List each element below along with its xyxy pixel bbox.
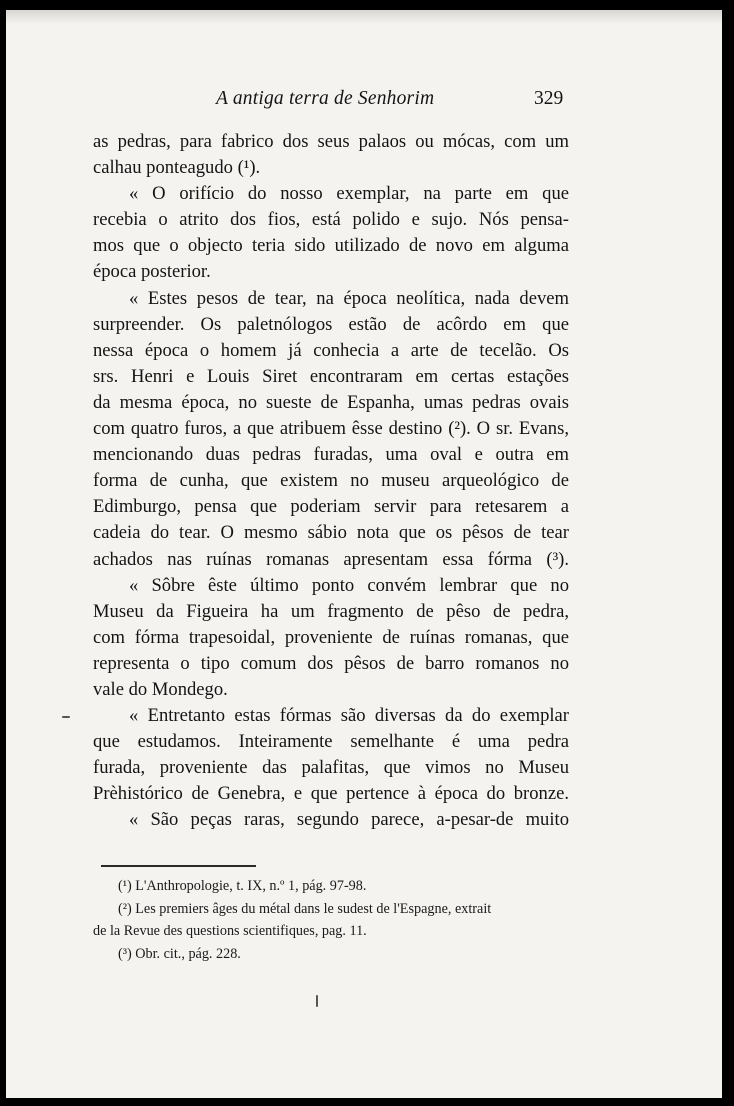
footnote-2-continued: de la Revue des questions scientifiques, pag. 11. <box>93 923 367 939</box>
scan-speck <box>316 995 318 1007</box>
page-number: 329 <box>534 88 564 109</box>
text-line: da mesma época, no sueste de Espanha, umas pedras ovais <box>93 391 569 413</box>
running-header <box>6 86 722 116</box>
text-line: « Entretanto estas fórmas são diversas da do exemplar <box>129 705 569 727</box>
text-line: srs. Henri e Louis Siret encontraram em certas estações <box>93 365 569 387</box>
text-line: recebia o atrito dos fios, está polido e sujo. Nós pensa- <box>93 209 569 231</box>
text-line: com quatro furos, a que atribuem êsse destino (²). O sr. Evans, <box>93 418 569 440</box>
text-line: « O orifício do nosso exemplar, na parte em que <box>129 183 569 205</box>
text-line: surpreender. Os paletnólogos estão de acôrdo em que <box>93 313 569 335</box>
text-line: Prèhistórico de Genebra, e que pertence à época do bronze. <box>93 783 569 805</box>
text-line: achados nas ruínas romanas apresentam essa fórma (³). <box>93 548 569 570</box>
text-line: Edimburgo, pensa que poderiam servir para retesarem a <box>93 496 569 518</box>
page-top-edge-shading <box>6 10 722 24</box>
text-line: com fórma trapesoidal, proveniente de ruínas romanas, que <box>93 626 569 648</box>
footnote-separator <box>101 865 256 867</box>
text-line: mos que o objecto teria sido utilizado de novo em alguma <box>93 235 569 257</box>
text-line: mencionando duas pedras furadas, uma oval e outra em <box>93 444 569 466</box>
scan-speck <box>62 716 70 718</box>
text-line: calhau ponteagudo (¹). <box>93 157 261 179</box>
book-page <box>6 10 722 1098</box>
text-line: « Sôbre êste último ponto convém lembrar que no <box>129 574 569 596</box>
text-line: as pedras, para fabrico dos seus palaos ou mócas, com um <box>93 131 569 152</box>
text-line: « São peças raras, segundo parece, a-pesar-de muito <box>129 809 569 831</box>
text-line: representa o tipo comum dos pêsos de barro romanos no <box>93 652 569 674</box>
text-line: nessa época o homem já conhecia a arte de tecelão. Os <box>93 339 569 361</box>
footnotes <box>93 875 569 965</box>
text-line: cadeia do tear. O mesmo sábio nota que os pêsos de tear <box>93 522 569 544</box>
footnote-2: (²) Les premiers âges du métal dans le sudest de l'Espagne, extrait <box>118 900 492 917</box>
text-line: Museu da Figueira ha um fragmento de pêso de pedra, <box>93 600 569 622</box>
text-line: « Estes pesos de tear, na época neolítica, nada devem <box>129 287 569 309</box>
text-line: vale do Mondego. <box>93 678 228 700</box>
text-line: época posterior. <box>93 261 211 283</box>
text-line: forma de cunha, que existem no museu arqueológico de <box>93 470 569 492</box>
footnote-1: (¹) L'Anthropologie, t. IX, n.º 1, pág. 97-98. <box>118 878 367 894</box>
body-text <box>93 129 569 834</box>
text-line: que estudamos. Inteiramente semelhante é uma pedra <box>93 731 569 753</box>
text-line: furada, proveniente das palafitas, que vimos no Museu <box>93 757 569 779</box>
footnote-3: (³) Obr. cit., pág. 228. <box>118 945 241 962</box>
running-title: A antiga terra de Senhorim <box>216 88 435 109</box>
